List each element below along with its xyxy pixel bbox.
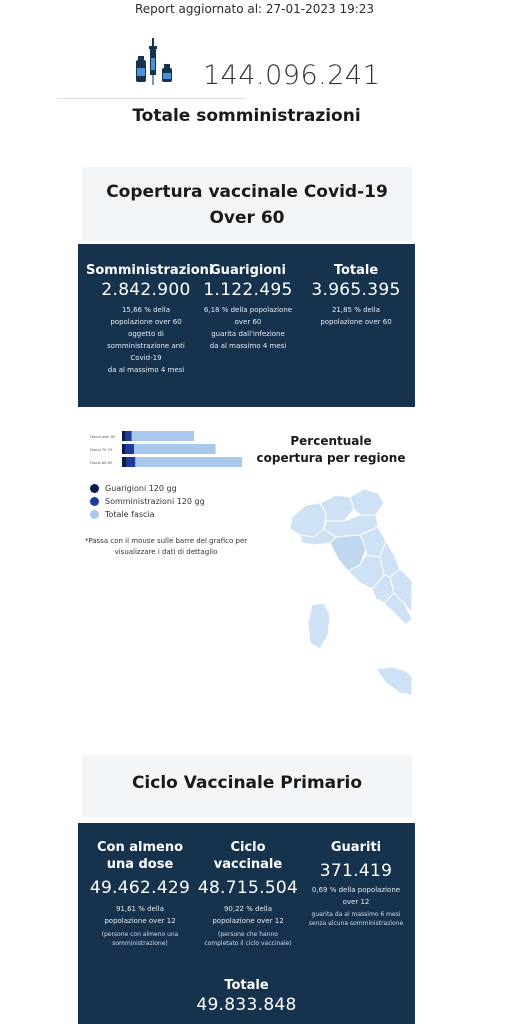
primary-one-dose-col: [86, 839, 194, 948]
bar-totale[interactable]: [122, 444, 216, 454]
col-title-line2: vaccinale: [213, 857, 283, 872]
note-line: visualizzare i dati di dettaglio: [114, 548, 218, 556]
col-title-line1: Con almeno: [96, 840, 184, 855]
col-note-line: over 60: [234, 318, 262, 326]
total-administrations-value: 144.096.241: [203, 60, 381, 91]
map-region-sicilia[interactable]: [376, 667, 412, 695]
col-value: 3.965.395: [311, 280, 401, 300]
bar-totale[interactable]: [122, 457, 242, 467]
col-value: 48.715.504: [197, 878, 299, 898]
bar-guarigioni[interactable]: [122, 444, 126, 454]
col-title-line2: una dose: [106, 857, 174, 872]
primary-total-col: [78, 977, 415, 1016]
bar-guarigioni[interactable]: [122, 431, 126, 441]
col-note-line: guarita dall'infezione: [211, 330, 285, 338]
col-small-line: senza alcuna somministrazione: [308, 920, 404, 927]
map-title-line1: Percentuale: [290, 434, 372, 448]
bar-somministrazioni[interactable]: [126, 431, 132, 441]
legend-dot: [90, 497, 99, 506]
over60-title-line2: Over 60: [209, 208, 285, 228]
col-note-line: Covid-19: [130, 354, 162, 362]
report-updated-text: Report aggiornato al: 27-01-2023 19:23: [134, 2, 375, 16]
primary-cycle-section-title: Ciclo Vaccinale Primario: [82, 755, 412, 817]
primary-recovered-col: [302, 839, 410, 928]
col-note-line: popolazione over 12: [104, 917, 176, 925]
over60-totale-col: [304, 262, 408, 328]
chart-legend: [90, 482, 205, 521]
primary-full-cycle-col: [194, 839, 302, 948]
over60-somministrazioni-col: [86, 262, 214, 376]
legend-label: Guarigioni 120 gg: [105, 484, 177, 493]
bar-somministrazioni[interactable]: [127, 457, 135, 467]
col-note-line: 0,69 % della popolazione: [311, 886, 401, 894]
primary-cycle-stats-panel: [78, 823, 415, 1024]
italy-region-map[interactable]: [280, 485, 412, 703]
legend-item-totale: [90, 508, 205, 521]
col-note-line: da al massimo 4 mesi: [107, 366, 185, 374]
col-note-line: 90,22 % della: [223, 905, 273, 913]
col-note-line: da al massimo 4 mesi: [209, 342, 287, 350]
bar-guarigioni[interactable]: [122, 457, 127, 467]
total-administrations-label: Totale somministrazioni: [132, 106, 361, 126]
over60-section-title: [82, 167, 412, 241]
total-administrations-hero: [130, 34, 380, 94]
col-note-line: popolazione over 60: [320, 318, 392, 326]
bar-label: Fascia 60-69: [90, 461, 112, 465]
bar-label: Fascia 70-79: [90, 448, 112, 452]
col-note-line: 21,85 % della: [331, 306, 381, 314]
bar-totale[interactable]: [122, 431, 194, 441]
col-small-line: guarita da al massimo 6 mesi: [311, 911, 401, 918]
legend-item-guarigioni: [90, 482, 205, 495]
map-region-sardegna[interactable]: [308, 603, 330, 649]
over60-guarigioni-col: [200, 262, 296, 352]
col-note-line: somministrazione anti: [107, 342, 185, 350]
col-small-line: (persone con almeno una: [101, 931, 179, 938]
col-title-line1: Guariti: [330, 840, 382, 855]
col-value: 2.842.900: [101, 280, 191, 300]
legend-item-somministrazioni: [90, 495, 205, 508]
col-title: Totale: [333, 263, 379, 278]
col-note-line: popolazione over 12: [212, 917, 284, 925]
col-value: 1.122.495: [203, 280, 293, 300]
map-title-line2: copertura per regione: [256, 451, 406, 465]
syringe-vial-icon: [132, 34, 176, 92]
col-note-line: 15,66 % della: [121, 306, 171, 314]
col-value: 371.419: [319, 861, 393, 881]
col-small-line: completato il ciclo vaccinale): [204, 940, 292, 947]
col-title: Somministrazioni: [86, 263, 214, 278]
col-title: Guarigioni: [210, 263, 286, 278]
col-note-line: oggetto di: [128, 330, 164, 338]
hero-divider: [57, 98, 245, 99]
map-region-north-east[interactable]: [350, 489, 384, 515]
legend-dot: [90, 484, 99, 493]
over60-stats-panel: [78, 244, 415, 407]
col-small-line: (persone che hanno: [218, 931, 278, 938]
col-title-line1: Ciclo: [230, 840, 266, 855]
legend-dot: [90, 510, 99, 519]
over60-title-line1: Copertura vaccinale Covid-19: [106, 182, 388, 202]
total-value: 49.833.848: [196, 995, 297, 1015]
legend-label: Somministrazioni 120 gg: [105, 497, 205, 506]
age-bracket-bar-chart[interactable]: [88, 430, 258, 472]
col-small-line: somministrazione): [112, 940, 168, 947]
map-title: [255, 433, 407, 467]
bar-somministrazioni[interactable]: [126, 444, 134, 454]
legend-label: Totale fascia: [105, 510, 155, 519]
col-value: 49.462.429: [89, 878, 191, 898]
chart-hover-note: [78, 536, 254, 558]
col-note-line: popolazione over 60: [110, 318, 182, 326]
bar-label: Fascia over 80: [90, 435, 116, 439]
col-note-line: 6,18 % della popolazione: [203, 306, 293, 314]
col-note-line: over 12: [342, 898, 370, 906]
note-line: *Passa con il mouse sulle barre del grafico per: [84, 537, 248, 545]
total-title: Totale: [224, 978, 269, 993]
col-note-line: 91,61 % della: [115, 905, 165, 913]
